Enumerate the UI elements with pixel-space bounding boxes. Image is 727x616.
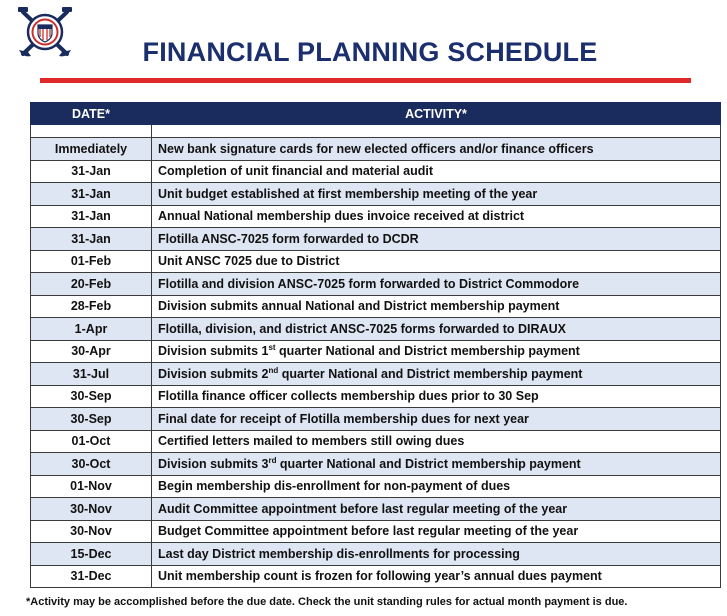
activity-cell: Unit ANSC 7025 due to District bbox=[152, 250, 721, 273]
activity-cell bbox=[152, 340, 721, 363]
date-cell: 01-Oct bbox=[31, 430, 152, 453]
date-cell: 01-Feb bbox=[31, 250, 152, 273]
date-cell: 31-Jan bbox=[31, 205, 152, 228]
date-cell: 31-Jan bbox=[31, 160, 152, 183]
date-cell: 31-Jan bbox=[31, 228, 152, 251]
date-cell: 31-Jan bbox=[31, 183, 152, 206]
date-cell: 30-Sep bbox=[31, 408, 152, 431]
table-header-row bbox=[31, 103, 721, 125]
ordinal-suffix: nd bbox=[268, 365, 279, 375]
activity-cell: Flotilla ANSC-7025 form forwarded to DCDR bbox=[152, 228, 721, 251]
table-row bbox=[31, 250, 721, 273]
table-row bbox=[31, 318, 721, 341]
activity-cell: Last day District membership dis-enrollments for processing bbox=[152, 543, 721, 566]
activity-text: quarter National and District membership payment bbox=[278, 366, 583, 381]
activity-cell: Unit budget established at first membership meeting of the year bbox=[152, 183, 721, 206]
activity-cell: Flotilla and division ANSC-7025 form forwarded to District Commodore bbox=[152, 273, 721, 296]
activity-text: quarter National and District membership payment bbox=[276, 456, 581, 471]
activity-text: quarter National and District membership payment bbox=[275, 344, 580, 359]
table-row bbox=[31, 498, 721, 521]
activity-cell: New bank signature cards for new elected officers and/or finance officers bbox=[152, 138, 721, 161]
blank-cell bbox=[31, 125, 152, 138]
date-cell: 30-Sep bbox=[31, 385, 152, 408]
blank-spacer-row bbox=[31, 125, 721, 138]
table-row bbox=[31, 408, 721, 431]
table-row bbox=[31, 138, 721, 161]
ordinal-suffix: rd bbox=[268, 455, 277, 465]
table-row bbox=[31, 565, 721, 588]
date-cell: 01-Nov bbox=[31, 475, 152, 498]
activity-cell: Budget Committee appointment before last regular meeting of the year bbox=[152, 520, 721, 543]
table-row bbox=[31, 228, 721, 251]
blank-cell bbox=[152, 125, 721, 138]
activity-cell: Begin membership dis-enrollment for non-payment of dues bbox=[152, 475, 721, 498]
table-row bbox=[31, 295, 721, 318]
date-cell: 1-Apr bbox=[31, 318, 152, 341]
table-row bbox=[31, 430, 721, 453]
table-row bbox=[31, 160, 721, 183]
activity-cell: Completion of unit financial and material audit bbox=[152, 160, 721, 183]
date-cell: 28-Feb bbox=[31, 295, 152, 318]
date-cell: 30-Nov bbox=[31, 498, 152, 521]
table-row bbox=[31, 273, 721, 296]
schedule-rows bbox=[31, 125, 721, 588]
activity-text: Division submits 2 bbox=[158, 366, 269, 381]
table-row bbox=[31, 520, 721, 543]
activity-cell: Final date for receipt of Flotilla membership dues for next year bbox=[152, 408, 721, 431]
title-underline bbox=[40, 78, 691, 83]
table-row bbox=[31, 453, 721, 476]
ordinal-suffix: st bbox=[268, 343, 276, 353]
date-cell: Immediately bbox=[31, 138, 152, 161]
date-cell: 31-Dec bbox=[31, 565, 152, 588]
table-row bbox=[31, 385, 721, 408]
activity-cell bbox=[152, 363, 721, 386]
date-cell: 31-Jul bbox=[31, 363, 152, 386]
activity-column-header: ACTIVITY* bbox=[152, 103, 721, 125]
activity-cell: Audit Committee appointment before last regular meeting of the year bbox=[152, 498, 721, 521]
footnote: *Activity may be accomplished before the due date. Check the unit standing rules for actual month payment is due. bbox=[26, 596, 628, 608]
date-cell: 15-Dec bbox=[31, 543, 152, 566]
activity-cell: Unit membership count is frozen for following year’s annual dues payment bbox=[152, 565, 721, 588]
activity-cell: Flotilla finance officer collects membership dues prior to 30 Sep bbox=[152, 385, 721, 408]
table-row bbox=[31, 205, 721, 228]
date-cell: 30-Nov bbox=[31, 520, 152, 543]
date-cell: 30-Apr bbox=[31, 340, 152, 363]
date-cell: 30-Oct bbox=[31, 453, 152, 476]
table-row bbox=[31, 340, 721, 363]
page-title: FINANCIAL PLANNING SCHEDULE bbox=[142, 37, 598, 67]
activity-cell bbox=[152, 453, 721, 476]
table-row bbox=[31, 475, 721, 498]
activity-cell: Certified letters mailed to members still owing dues bbox=[152, 430, 721, 453]
activity-cell: Division submits annual National and District membership payment bbox=[152, 295, 721, 318]
activity-cell: Flotilla, division, and district ANSC-7025 forms forwarded to DIRAUX bbox=[152, 318, 721, 341]
date-column-header: DATE* bbox=[31, 103, 152, 125]
date-cell: 20-Feb bbox=[31, 273, 152, 296]
table-row bbox=[31, 183, 721, 206]
table-row bbox=[31, 363, 721, 386]
table-row bbox=[31, 543, 721, 566]
activity-text: Division submits 3 bbox=[158, 456, 269, 471]
schedule-table bbox=[30, 102, 721, 588]
activity-cell: Annual National membership dues invoice received at district bbox=[152, 205, 721, 228]
activity-text: Division submits 1 bbox=[158, 344, 269, 359]
